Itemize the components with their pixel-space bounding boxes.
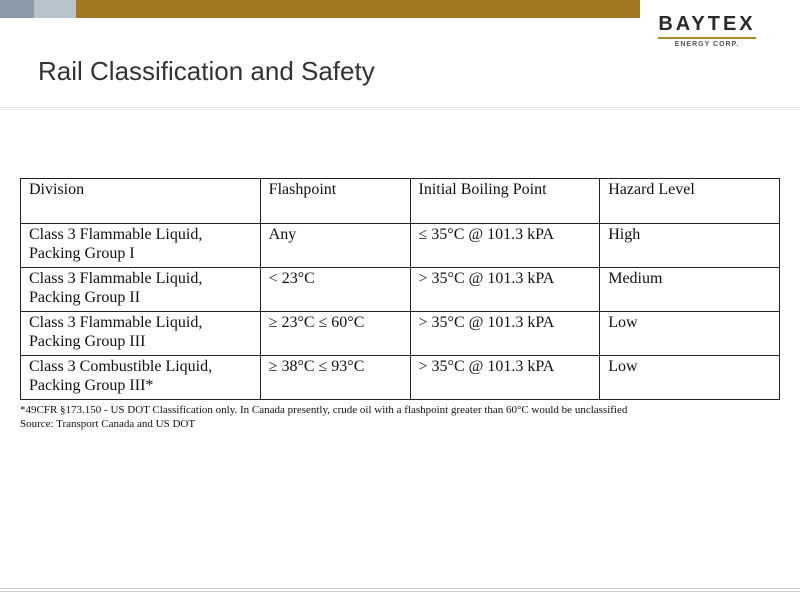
cell-division bbox=[21, 224, 261, 268]
cell-flashpoint: ≥ 23°C ≤ 60°C bbox=[260, 312, 410, 356]
logo-subtitle: ENERGY CORP. bbox=[674, 41, 740, 48]
table-row bbox=[21, 224, 780, 268]
division-line-1: Class 3 Flammable Liquid, bbox=[29, 314, 203, 331]
title-divider bbox=[0, 107, 800, 108]
cell-division bbox=[21, 356, 261, 400]
cell-flashpoint: < 23°C bbox=[260, 268, 410, 312]
header-flashpoint: Flashpoint bbox=[260, 179, 410, 224]
header-division: Division bbox=[21, 179, 261, 224]
division-line-1: Class 3 Combustible Liquid, bbox=[29, 358, 213, 375]
rail-classification-table bbox=[20, 178, 780, 400]
cell-hazard: Medium bbox=[600, 268, 780, 312]
cell-flashpoint: Any bbox=[260, 224, 410, 268]
division-line-2: Packing Group I bbox=[29, 245, 135, 262]
logo-name: BAYTEX bbox=[658, 13, 756, 35]
division-line-1: Class 3 Flammable Liquid, bbox=[29, 226, 203, 243]
division-line-2: Packing Group III* bbox=[29, 377, 154, 394]
division-line-2: Packing Group II bbox=[29, 289, 141, 306]
title-divider-secondary bbox=[0, 109, 800, 110]
table-row bbox=[21, 356, 780, 400]
top-bar-segment-dark bbox=[0, 0, 34, 18]
cell-hazard: Low bbox=[600, 356, 780, 400]
cell-boiling-point: ≤ 35°C @ 101.3 kPA bbox=[410, 224, 600, 268]
top-bar-segment-gold bbox=[76, 0, 640, 18]
cell-division bbox=[21, 312, 261, 356]
header-initial-boiling-point: Initial Boiling Point bbox=[410, 179, 600, 224]
table-row bbox=[21, 312, 780, 356]
header-hazard-level: Hazard Level bbox=[600, 179, 780, 224]
cell-flashpoint: ≥ 38°C ≤ 93°C bbox=[260, 356, 410, 400]
division-line-2: Packing Group III bbox=[29, 333, 146, 350]
table-header-row bbox=[21, 179, 780, 224]
page-title: Rail Classification and Safety bbox=[38, 56, 375, 86]
cell-boiling-point: > 35°C @ 101.3 kPA bbox=[410, 356, 600, 400]
top-color-bar bbox=[0, 0, 640, 18]
classification-footnote: *49CFR §173.150 - US DOT Classification only. In Canada presently, crude oil with a flashpoint greater than 60°C would be unclassified bbox=[20, 404, 628, 416]
cell-boiling-point: > 35°C @ 101.3 kPA bbox=[410, 268, 600, 312]
source-note: Source: Transport Canada and US DOT bbox=[20, 418, 196, 430]
division-line-1: Class 3 Flammable Liquid, bbox=[29, 270, 203, 287]
company-logo bbox=[648, 12, 766, 52]
table-row bbox=[21, 268, 780, 312]
cell-hazard: Low bbox=[600, 312, 780, 356]
footnotes bbox=[20, 403, 790, 431]
cell-hazard: High bbox=[600, 224, 780, 268]
bottom-divider-secondary bbox=[0, 591, 800, 592]
bottom-divider bbox=[0, 588, 800, 589]
top-bar-segment-light bbox=[34, 0, 76, 18]
logo-rule bbox=[658, 37, 756, 39]
cell-division bbox=[21, 268, 261, 312]
cell-boiling-point: > 35°C @ 101.3 kPA bbox=[410, 312, 600, 356]
